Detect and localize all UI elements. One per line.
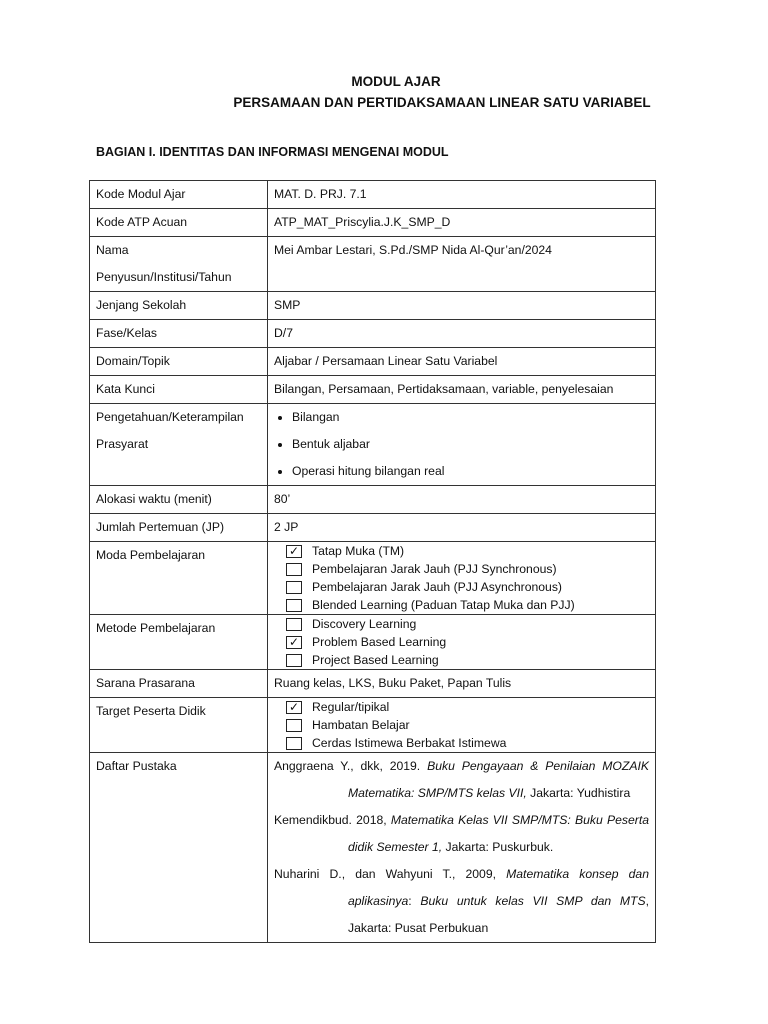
ref-publisher: Jakarta: Puskurbuk. [442,840,554,854]
checkbox-label: Discovery Learning [312,617,417,631]
list-item: • Bentuk aljabar [292,431,649,458]
doc-title: MODUL AJAR [351,74,441,89]
row-value: Ruang kelas, LKS, Buku Paket, Papan Tulis [268,670,656,698]
checkbox[interactable] [286,581,302,594]
checkbox-label: Tatap Muka (TM) [312,544,405,558]
row-value: Mei Ambar Lestari, S.Pd./SMP Nida Al-Qur’an/2024 [268,237,656,292]
row-value: Bilangan, Persamaan, Pertidaksamaan, variable, penyelesaian [268,376,656,404]
table-row [90,698,656,753]
row-label-line: Prasyarat [96,437,149,451]
row-value [268,615,656,670]
row-label: Target Peserta Didik [90,698,268,753]
list-item: • Bilangan [292,404,649,431]
checkbox[interactable] [286,563,302,576]
row-label: Sarana Prasarana [90,670,268,698]
ref-title: Matematika konsep dan aplikasinya [348,867,649,908]
table-row [90,542,656,615]
checkbox[interactable] [286,618,302,631]
ref-author: Kemendikbud. 2018, [274,813,391,827]
checkbox-label: Blended Learning (Paduan Tatap Muka dan PJJ) [312,598,575,612]
checkbox-label: Cerdas Istimewa Berbakat Istimewa [312,736,507,750]
row-label: Alokasi waktu (menit) [90,486,268,514]
row-value [268,404,656,486]
checkbox-option [274,633,649,651]
table-row [90,209,656,237]
table-row [90,753,656,943]
row-label: Kode ATP Acuan [90,209,268,237]
reference-item [274,753,649,807]
reference-list [268,753,656,943]
prerequisite-list [274,404,649,485]
table-row [90,486,656,514]
ref-publisher: Jakarta: Yudhistira [526,786,631,800]
table-row [90,404,656,486]
row-label: Fase/Kelas [90,320,268,348]
row-label-line: Nama [96,243,129,257]
ref-title: Buku Pengayaan & Penilaian MOZAIK Matematika: SMP/MTS kelas VII, [348,759,649,800]
row-value: ATP_MAT_Priscylia.J.K_SMP_D [268,209,656,237]
checkbox-option [274,560,649,578]
row-label: Daftar Pustaka [90,753,268,943]
checkbox[interactable] [286,599,302,612]
row-value: 80’ [268,486,656,514]
checkbox[interactable] [286,545,302,558]
ref-author: Anggraena Y., dkk, 2019. [274,759,428,773]
checkbox-option [274,734,649,752]
checkbox-label: Regular/tipikal [312,700,390,714]
table-row [90,237,656,292]
row-value [268,698,656,753]
row-label: Metode Pembelajaran [90,615,268,670]
row-value: 2 JP [268,514,656,542]
checkbox-option [274,542,649,560]
row-value: SMP [268,292,656,320]
doc-subtitle: PERSAMAAN DAN PERTIDAKSAMAAN LINEAR SATU VARIABEL [233,95,651,110]
ref-subtitle: Buku untuk kelas VII SMP dan MTS [420,894,646,908]
checkbox-label: Hambatan Belajar [312,718,410,732]
ref-author: Nuharini D., dan Wahyuni T., 2009, [274,867,507,881]
row-label: Jumlah Pertemuan (JP) [90,514,268,542]
reference-item [274,807,649,861]
table-row [90,670,656,698]
row-label: Kode Modul Ajar [90,181,268,209]
table-row [90,514,656,542]
row-value: D/7 [268,320,656,348]
checkbox-label: Problem Based Learning [312,635,447,649]
checkbox[interactable] [286,636,302,649]
reference-item [274,861,649,942]
table-row [90,292,656,320]
ref-title: Matematika Kelas VII SMP/MTS: Buku Peserta didik Semester 1, [348,813,650,854]
checkbox-option [274,596,649,614]
row-label: Domain/Topik [90,348,268,376]
section-heading: BAGIAN I. IDENTITAS DAN INFORMASI MENGENAI MODUL [96,145,449,159]
row-label-line: Penyusun/Institusi/Tahun [96,270,232,284]
checkbox[interactable] [286,737,302,750]
table-row [90,376,656,404]
checkbox[interactable] [286,719,302,732]
row-label-line: Pengetahuan/Keterampilan [96,410,244,424]
checkbox-option [274,716,649,734]
table-row [90,615,656,670]
identity-table [89,180,656,943]
checkbox-label: Project Based Learning [312,653,439,667]
list-item: • Operasi hitung bilangan real [292,458,649,485]
row-value: Aljabar / Persamaan Linear Satu Variabel [268,348,656,376]
row-label [90,404,268,486]
ref-publisher: , Jakarta: Pusat Perbukuan [348,894,649,935]
checkbox-label: Pembelajaran Jarak Jauh (PJJ Synchronous) [312,562,557,576]
row-value: MAT. D. PRJ. 7.1 [268,181,656,209]
row-label: Kata Kunci [90,376,268,404]
checkbox-option [274,615,649,633]
row-label: Jenjang Sekolah [90,292,268,320]
table-row [90,348,656,376]
checkbox[interactable] [286,654,302,667]
checkbox-option [274,578,649,596]
row-value [268,542,656,615]
checkbox-label: Pembelajaran Jarak Jauh (PJJ Asynchronous) [312,580,562,594]
row-label: Moda Pembelajaran [90,542,268,615]
row-label [90,237,268,292]
ref-sep: : [408,894,421,908]
table-row [90,320,656,348]
checkbox-option [274,651,649,669]
table-row [90,181,656,209]
checkbox[interactable] [286,701,302,714]
checkbox-option [274,698,649,716]
